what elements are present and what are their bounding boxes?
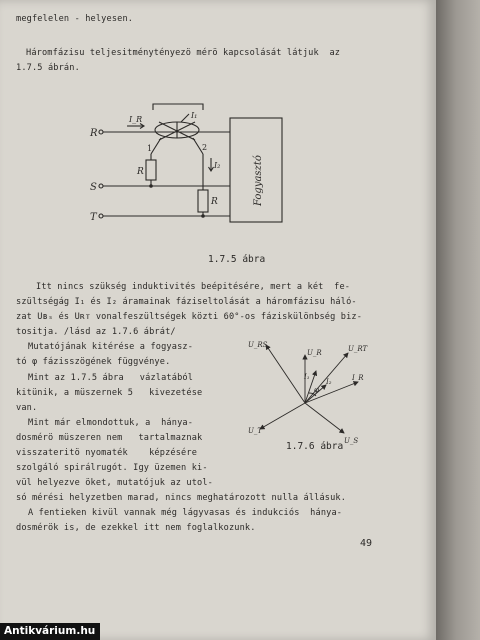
label-UT: U_T (248, 427, 263, 435)
label-IR: I_R (129, 115, 143, 124)
page-number: 49 (360, 538, 373, 549)
label-T: T (90, 212, 97, 223)
watermark: Antikvárium.hu (0, 623, 100, 640)
consumer-box-label: Fogyasztó (253, 155, 264, 206)
text-line: tó φ fázisszögének függvénye. (16, 357, 171, 367)
text-line: kitünik, a müszernek 5 kivezetése (16, 388, 203, 398)
label-1: 1 (147, 144, 153, 153)
text-line: szolgáló spirálrugót. Igy üzemen ki- (16, 463, 208, 473)
text-line: Itt nincs szükség induktivités beépitésére, mert a két fe- (36, 282, 351, 292)
text-line: Mint már elmondottuk, a hánya- (28, 418, 194, 428)
label-phi: φ (314, 386, 319, 394)
page-edge-shadow (436, 0, 480, 640)
label-I1: I₁ (191, 111, 198, 120)
text-line: megfelelen - helyesen. (16, 14, 134, 24)
text-line: tositja. /lásd az 1.7.6 ábrát/ (16, 327, 176, 337)
label-I2: I₂ (214, 161, 221, 170)
label-S: S (90, 182, 97, 193)
phasor-diagram (240, 335, 368, 445)
text-line: van. (16, 403, 38, 413)
figure-caption: 1.7.6 ábra (286, 441, 344, 452)
text-line: Mutatójának kitérése a fogyasz- (28, 342, 194, 352)
label-2: 2 (202, 143, 208, 152)
label-R: R (90, 128, 98, 139)
figure-caption: 1.7.5 ábra (208, 254, 266, 265)
label-US: U_S (344, 437, 359, 445)
label-URS: U_RS (248, 341, 268, 349)
text-line: dosmérök is, de ezekkel itt nem foglalkozunk. (16, 523, 256, 533)
label-IR: I_R (352, 374, 364, 382)
text-line: vül helyezve öket, mutatójuk az utol- (16, 478, 213, 488)
text-line: 1.7.5 ábrán. (16, 63, 80, 73)
text-line: visszateritö nyomaték képzésére (16, 448, 198, 458)
text-line: Háromfázisu teljesitménytényezö mérö kapcsolását látjuk az (26, 48, 341, 58)
label-URT: U_RT (348, 345, 368, 353)
text-line: só mérési helyzetben marad, nincs meghatározott nulla állásuk. (16, 493, 347, 503)
text-line: szültségág I₁ és I₂ áramainak fáziseltolását a háromfázisu háló- (16, 297, 357, 307)
label-I2: I₂ (326, 378, 332, 386)
text-line: dosmérö müszeren nem tartalmaznak (16, 433, 203, 443)
resistor-label-2: R (211, 197, 218, 207)
label-UR: U_R (307, 349, 322, 357)
circuit-diagram (85, 98, 295, 230)
label-I1: I₁ (304, 373, 310, 381)
text-line: zat Uʙₛ és Uʀᴛ vonalfeszültségek közti 60°-os fáziskülönbség biz- (16, 312, 363, 322)
text-line: A fentieken kivül vannak még lágyvasas és indukciós hánya- (28, 508, 343, 518)
text-line: Mint az 1.7.5 ábra vázlatából (28, 373, 194, 383)
resistor-label-1: R (137, 167, 144, 177)
